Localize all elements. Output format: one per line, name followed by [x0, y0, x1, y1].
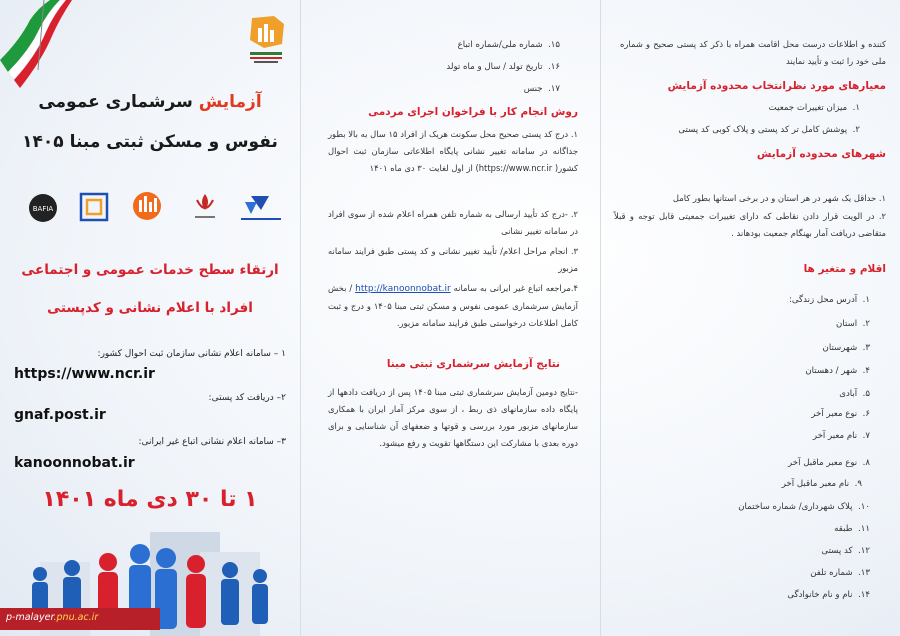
footer-prefix: p-malayer — [6, 612, 54, 623]
census-logo-icon — [244, 14, 288, 66]
postal-code-url[interactable]: gnaf.post.ir — [14, 407, 106, 423]
list-item: ۱۵. شماره ملی/شماره اتباع — [457, 40, 560, 50]
bafia-logo-icon — [29, 194, 57, 222]
brochure-subtitle: نفوس و مسکن ثبتی مبنا ۱۴۰۵ — [22, 132, 278, 152]
partner-logos — [25, 186, 295, 230]
list-item-label: کد پستی — [821, 546, 853, 556]
postal-code-label: ۲– دریافت کد پستی: — [208, 393, 286, 403]
list-item — [813, 431, 870, 441]
iran-flag-icon — [0, 0, 72, 90]
list-item-number: ۶. — [862, 409, 870, 419]
panel-cover — [0, 0, 300, 636]
ncr-portal-url[interactable]: https://www.ncr.ir — [14, 366, 155, 382]
list-item-number: ۸. — [862, 458, 870, 468]
list-item — [805, 366, 870, 376]
footer-site-label[interactable] — [0, 608, 160, 630]
list-item — [823, 343, 870, 353]
list-item-label: آدرس محل زندگی: — [788, 295, 858, 305]
list-item — [782, 479, 862, 489]
list-item — [789, 295, 870, 305]
cities-criterion-2: ۲. در الویت قرار دادن نقاطی که دارای تغییرات جمعیتی قابل توجه و قبلاً متقاضی دریافت آمار بهنگام جمعیت بودهاند . — [614, 211, 886, 238]
list-item-number: ۷. — [862, 431, 870, 441]
procedure-step-2: ۲. -درج کد تأیید ارسالی به شماره تلفن همراه اعلام شده از سوی افراد در سامانه تغییر نشانی — [328, 209, 578, 236]
list-item-number: ۱۲. — [858, 546, 870, 556]
list-item-number: ۱۱. — [858, 524, 870, 534]
list-item: ۲. پوشش کامل تر کد پستی و پلاک کوبی کد پستی — [678, 125, 860, 135]
list-item-label: پلاک شهرداری/ شماره ساختمان — [738, 502, 853, 512]
list-item — [834, 524, 870, 534]
procedure-step-4 — [328, 280, 578, 332]
list-item-number: ۱۰. — [858, 502, 870, 512]
civil-registration-logo-icon — [195, 194, 215, 218]
list-item — [810, 568, 870, 578]
list-item-label: استان — [836, 319, 858, 329]
list-item-number: ۲. — [862, 319, 870, 329]
title-highlight: آزمایش — [198, 92, 262, 112]
list-item — [738, 502, 870, 512]
brochure-title — [20, 92, 280, 112]
campaign-date: ۱ تا ۳۰ دی ماه ۱۴۰۱ — [42, 487, 258, 512]
slogan-line-2: افراد با اعلام نشانی و کدپستی — [47, 300, 253, 316]
list-item-label: شماره تلفن — [810, 568, 853, 578]
footer-domain: .pnu.ac.ir — [53, 612, 99, 623]
statistics-center-logo-icon — [133, 192, 161, 220]
section-heading: روش انجام کار با فراخوان اجرای مردمی — [368, 106, 578, 118]
list-item — [839, 389, 870, 399]
title-rest: سرشماری عمومی — [38, 92, 199, 112]
list-item-number: ۱. — [862, 295, 870, 305]
list-item-number: ۳. — [862, 343, 870, 353]
section-heading: نتایج آزمایش سرشماری ثبتی مبنا — [386, 358, 560, 370]
slogan-line-1: ارتقاء سطح خدمات عمومی و اجتماعی — [21, 262, 279, 278]
list-item-label: نام معبر آخر — [812, 431, 858, 441]
post-company-logo-icon — [241, 196, 281, 220]
foreign-nationals-label: ۳– سامانه اعلام نشانی اتباع غیر ایرانی: — [138, 437, 286, 447]
list-item-number: ۵. — [862, 389, 870, 399]
list-item-label: نام معبر ماقبل آخر — [781, 479, 850, 489]
list-item-label: نوع معبر ماقبل آخر — [788, 458, 858, 468]
procedure-step-1: ۱. درج کد پستی صحیح محل سکونت هریک از افراد ۱۵ سال به بالا بطور جداگانه در سامانه تغییر نشانی پایگاه اطلاعاتی سازمان ثبت احوال کشور( https://www.ncr.ir) از اول لغایت ۳۰ دی ماه ۱۴۰۱ — [328, 129, 579, 173]
procedure-step-3: ۳. انجام مراحل اعلام/ تأیید تغییر نشانی و کد پستی طبق فرایند سامانه مزبور — [328, 246, 578, 273]
kanoonnobat-link[interactable]: http://kanoonnobat.ir — [355, 284, 451, 294]
list-item: ۱۶. تاریخ تولد / سال و ماه تولد — [446, 62, 560, 72]
step-4-text: ۴.مراجعه اتباع غیر ایرانی به سامانه — [453, 283, 579, 293]
bafia-logo-label: BAFIA — [32, 205, 54, 213]
list-item-label: آبادی — [839, 389, 858, 399]
panel-procedure — [300, 0, 600, 636]
list-item — [811, 409, 870, 419]
list-item — [788, 458, 870, 468]
ncr-portal-label: ۱ – سامانه اعلام نشانی سازمان ثبت احوال کشور: — [97, 349, 286, 359]
panel-criteria — [600, 0, 900, 636]
foreign-nationals-url[interactable]: kanoonnobat.ir — [14, 455, 135, 471]
list-item — [836, 319, 870, 329]
list-item: ۱۷. جنس — [523, 84, 560, 94]
list-item — [787, 590, 870, 600]
registration-org-logo-icon — [81, 194, 107, 220]
section-heading: شهرهای محدوده آزمایش — [756, 148, 886, 160]
cities-criterion-1: ۱. حداقل یک شهر در هر استان و در برخی استانها بطور کامل — [672, 193, 886, 203]
list-item-number: ۴. — [862, 366, 870, 376]
list-item-label: طبقه — [834, 524, 853, 534]
section-heading: معیارهای مورد نظرانتخاب محدوده آزمایش — [667, 80, 886, 92]
list-item-number: ۹. — [854, 479, 862, 489]
list-item-label: نوع معبر آخر — [811, 409, 858, 419]
list-item-label: شهرستان — [822, 343, 858, 353]
list-item-label: نام و نام خانوادگی — [787, 590, 853, 600]
list-item-label: شهر / دهستان — [805, 366, 858, 376]
intro-paragraph: کننده و اطلاعات درست محل اقامت همراه با ذکر کد پستی صحیح و شماره ملی خود را ثبت و تأیید نمایند — [620, 39, 886, 66]
section-heading: اقلام و متغیر ها — [803, 263, 886, 275]
results-paragraph: -نتایج دومین آزمایش سرشماری ثبتی مبنا ۱۴۰۵ پس از دریافت دادهها از پایگاه داده سازمانهای ذی ربط ، از سوی مرکز آمار ایران با همکاری سازمانهای مزبور مورد بررسی و قوتها و ضعفهای آن شناسایی و برای دوره بعدی با مشارکت این دستگاهها تقویت و رفع میشود. — [328, 387, 578, 448]
list-item-number: ۱۳. — [858, 568, 870, 578]
list-item — [821, 546, 870, 556]
list-item-number: ۱۴. — [858, 590, 870, 600]
step-4-text-rest: / بخش آزمایش سرشماری عمومی نفوس و مسکن ثبتی مبنا ۱۴۰۵ و درج و ثبت کامل اطلاعات درخواستی طبق فرایند سامانه مزبور. — [328, 283, 579, 328]
list-item: ۱. میزان تغییرات جمعیت — [768, 103, 860, 113]
